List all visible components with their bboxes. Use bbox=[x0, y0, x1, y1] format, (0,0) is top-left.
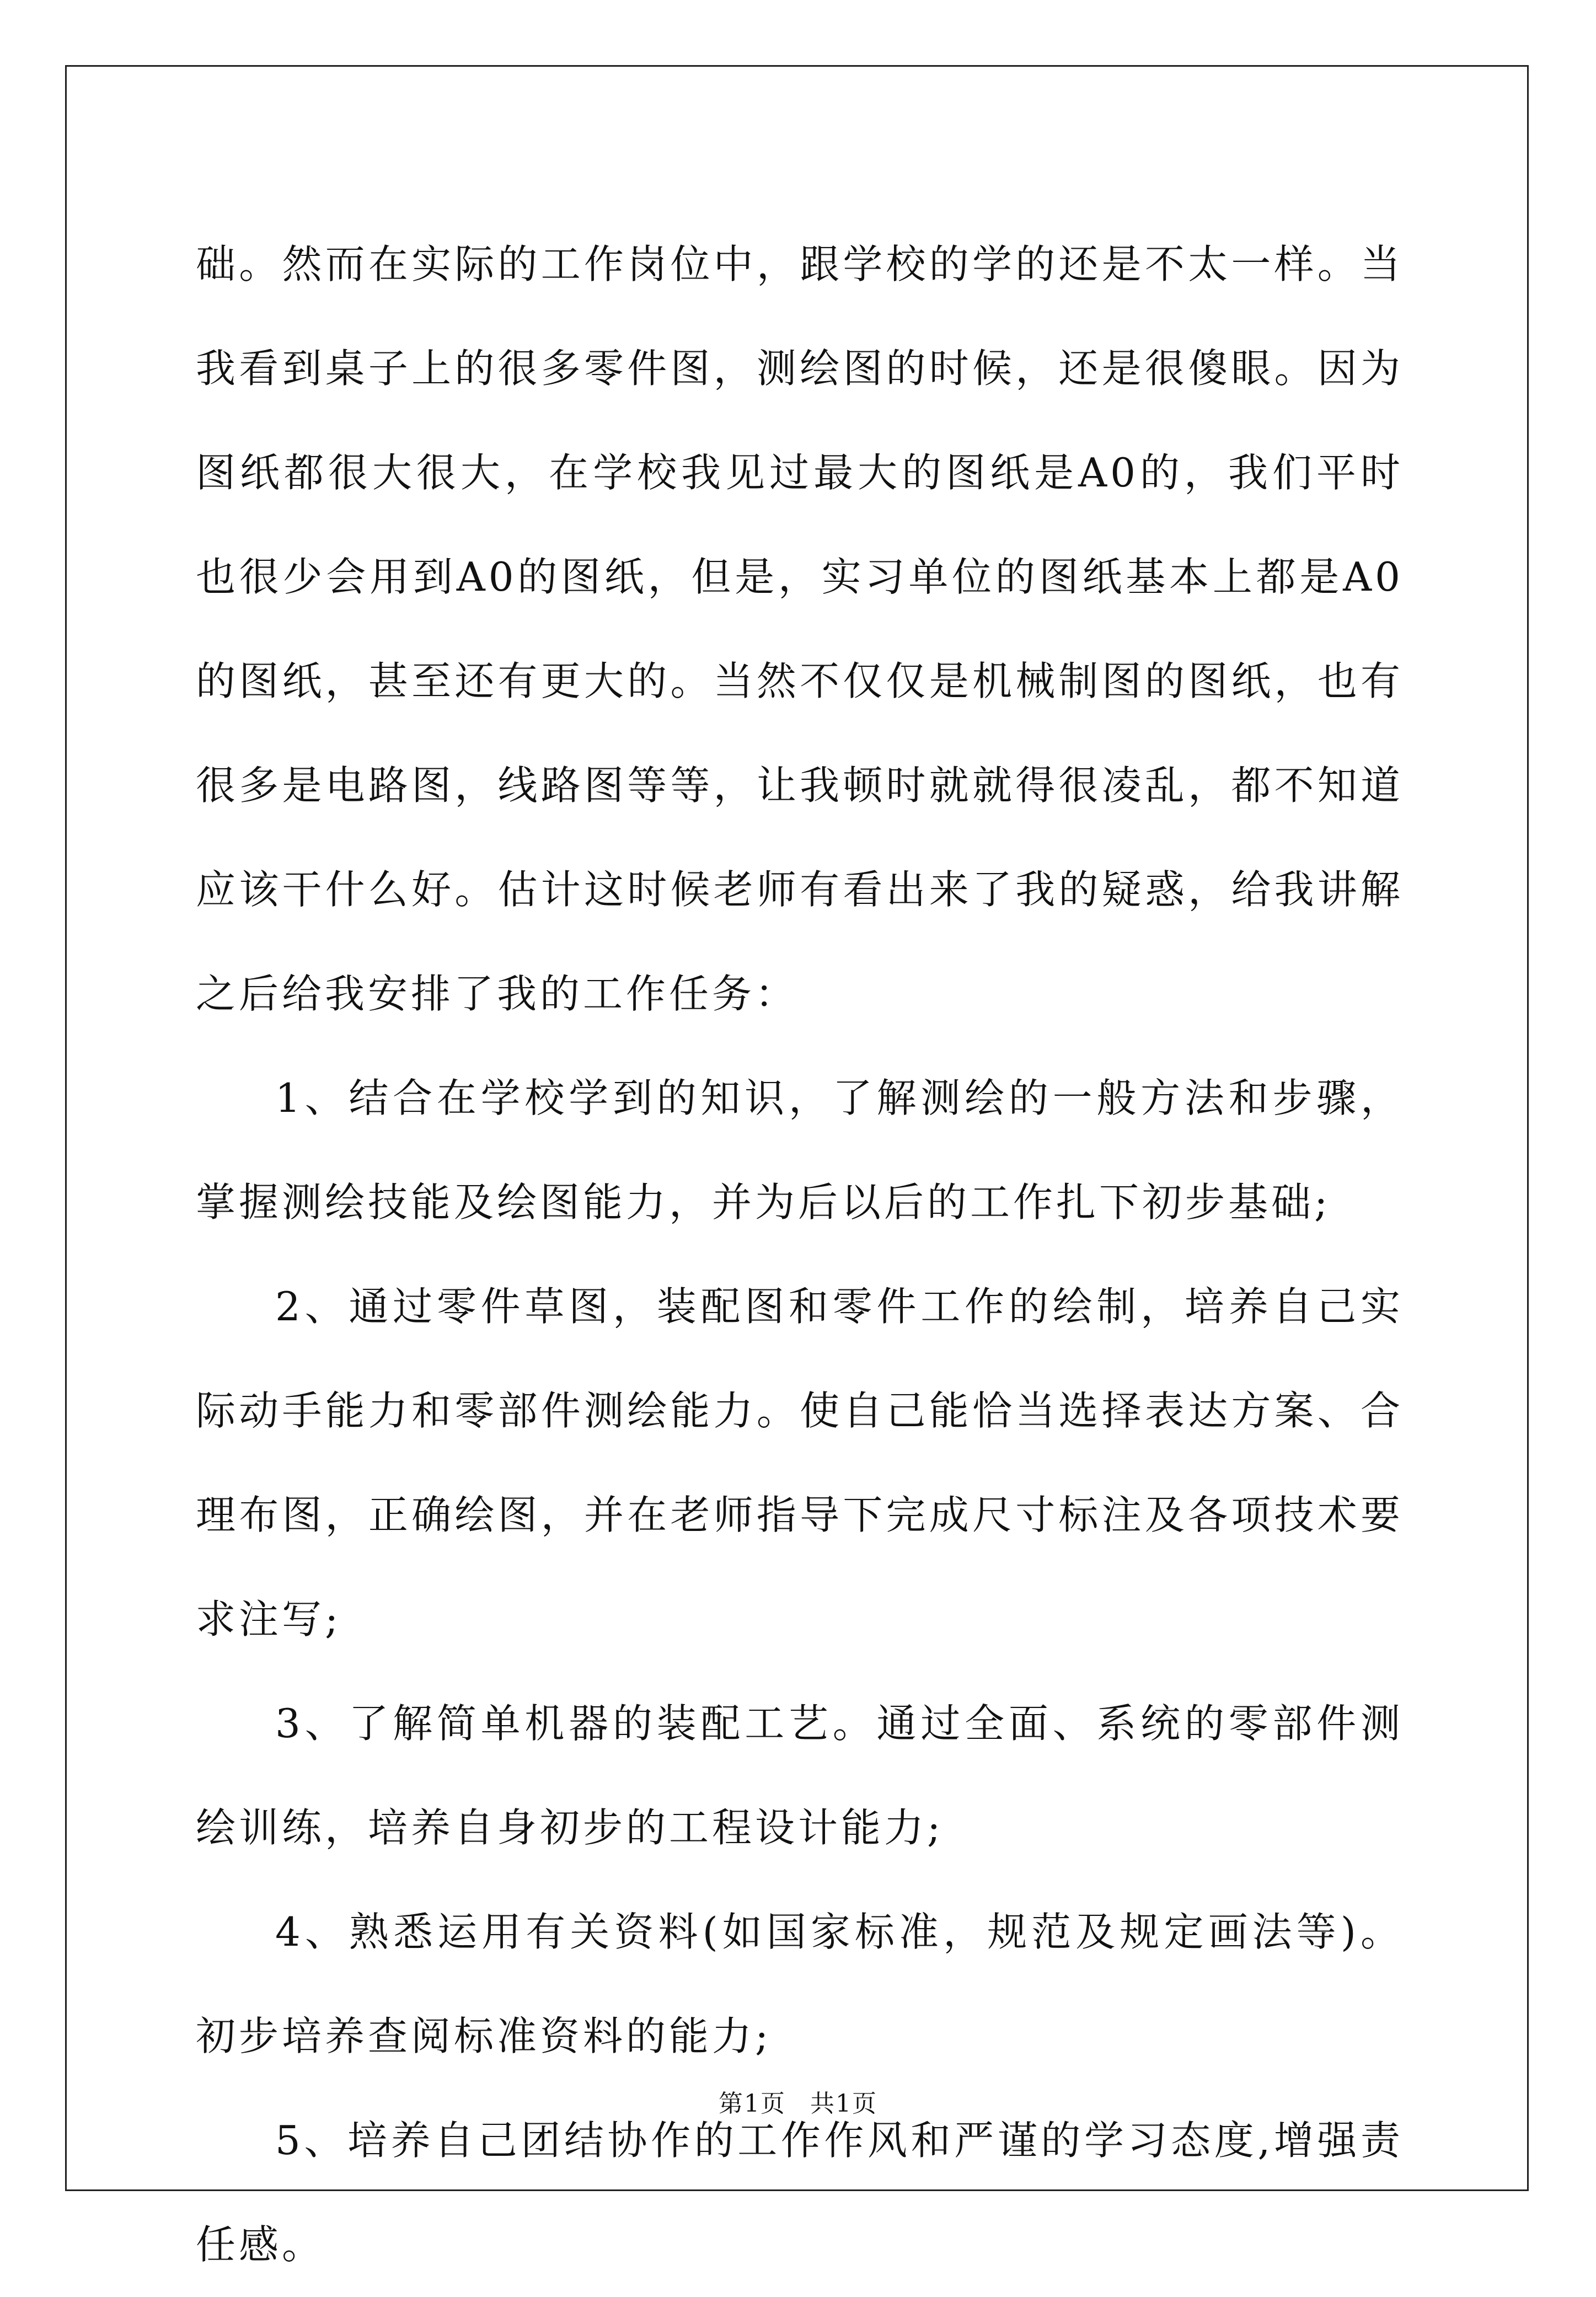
paragraph-item-2: 2、通过零件草图，装配图和零件工作的绘制，培养自己实际动手能力和零部件测绘能力。使自己能恰当选择表达方案、合理布图，正确绘图，并在老师指导下完成尺寸标注及各项技术要求注写; bbox=[196, 1283, 1404, 1642]
paragraph-item-4: 4、熟悉运用有关资料(如国家标准，规范及规定画法等)。初步培养查阅标准资料的能力; bbox=[196, 1909, 1404, 2059]
paragraph-item-5: 5、培养自己团结协作的工作作风和严谨的学习态度,增强责任感。 bbox=[196, 2117, 1404, 2268]
document-body bbox=[196, 212, 1404, 2297]
page-number: 第1页 bbox=[719, 2090, 786, 2118]
paragraph-item-3: 3、了解简单机器的装配工艺。通过全面、系统的零部件测绘训练，培养自身初步的工程设计能力; bbox=[196, 1700, 1404, 1851]
page-footer bbox=[0, 2087, 1596, 2121]
page-total: 共1页 bbox=[810, 2090, 877, 2118]
paragraph-item-1: 1、结合在学校学到的知识，了解测绘的一般方法和步骤，掌握测绘技能及绘图能力，并为后以后的工作扎下初步基础; bbox=[196, 1075, 1404, 1225]
paragraph-continuation: 础。然而在实际的工作岗位中，跟学校的学的还是不太一样。当我看到桌子上的很多零件图，测绘图的时候，还是很傻眼。因为图纸都很大很大，在学校我见过最大的图纸是A0的，我们平时也很少会用到A0的图纸，但是，实习单位的图纸基本上都是A0的图纸，甚至还有更大的。当然不仅仅是机械制图的图纸，也有很多是电路图，线路图等等，让我顿时就就得很凌乱，都不知道应该干什么好。估计这时候老师有看出来了我的疑惑，给我讲解之后给我安排了我的工作任务： bbox=[196, 241, 1404, 1017]
